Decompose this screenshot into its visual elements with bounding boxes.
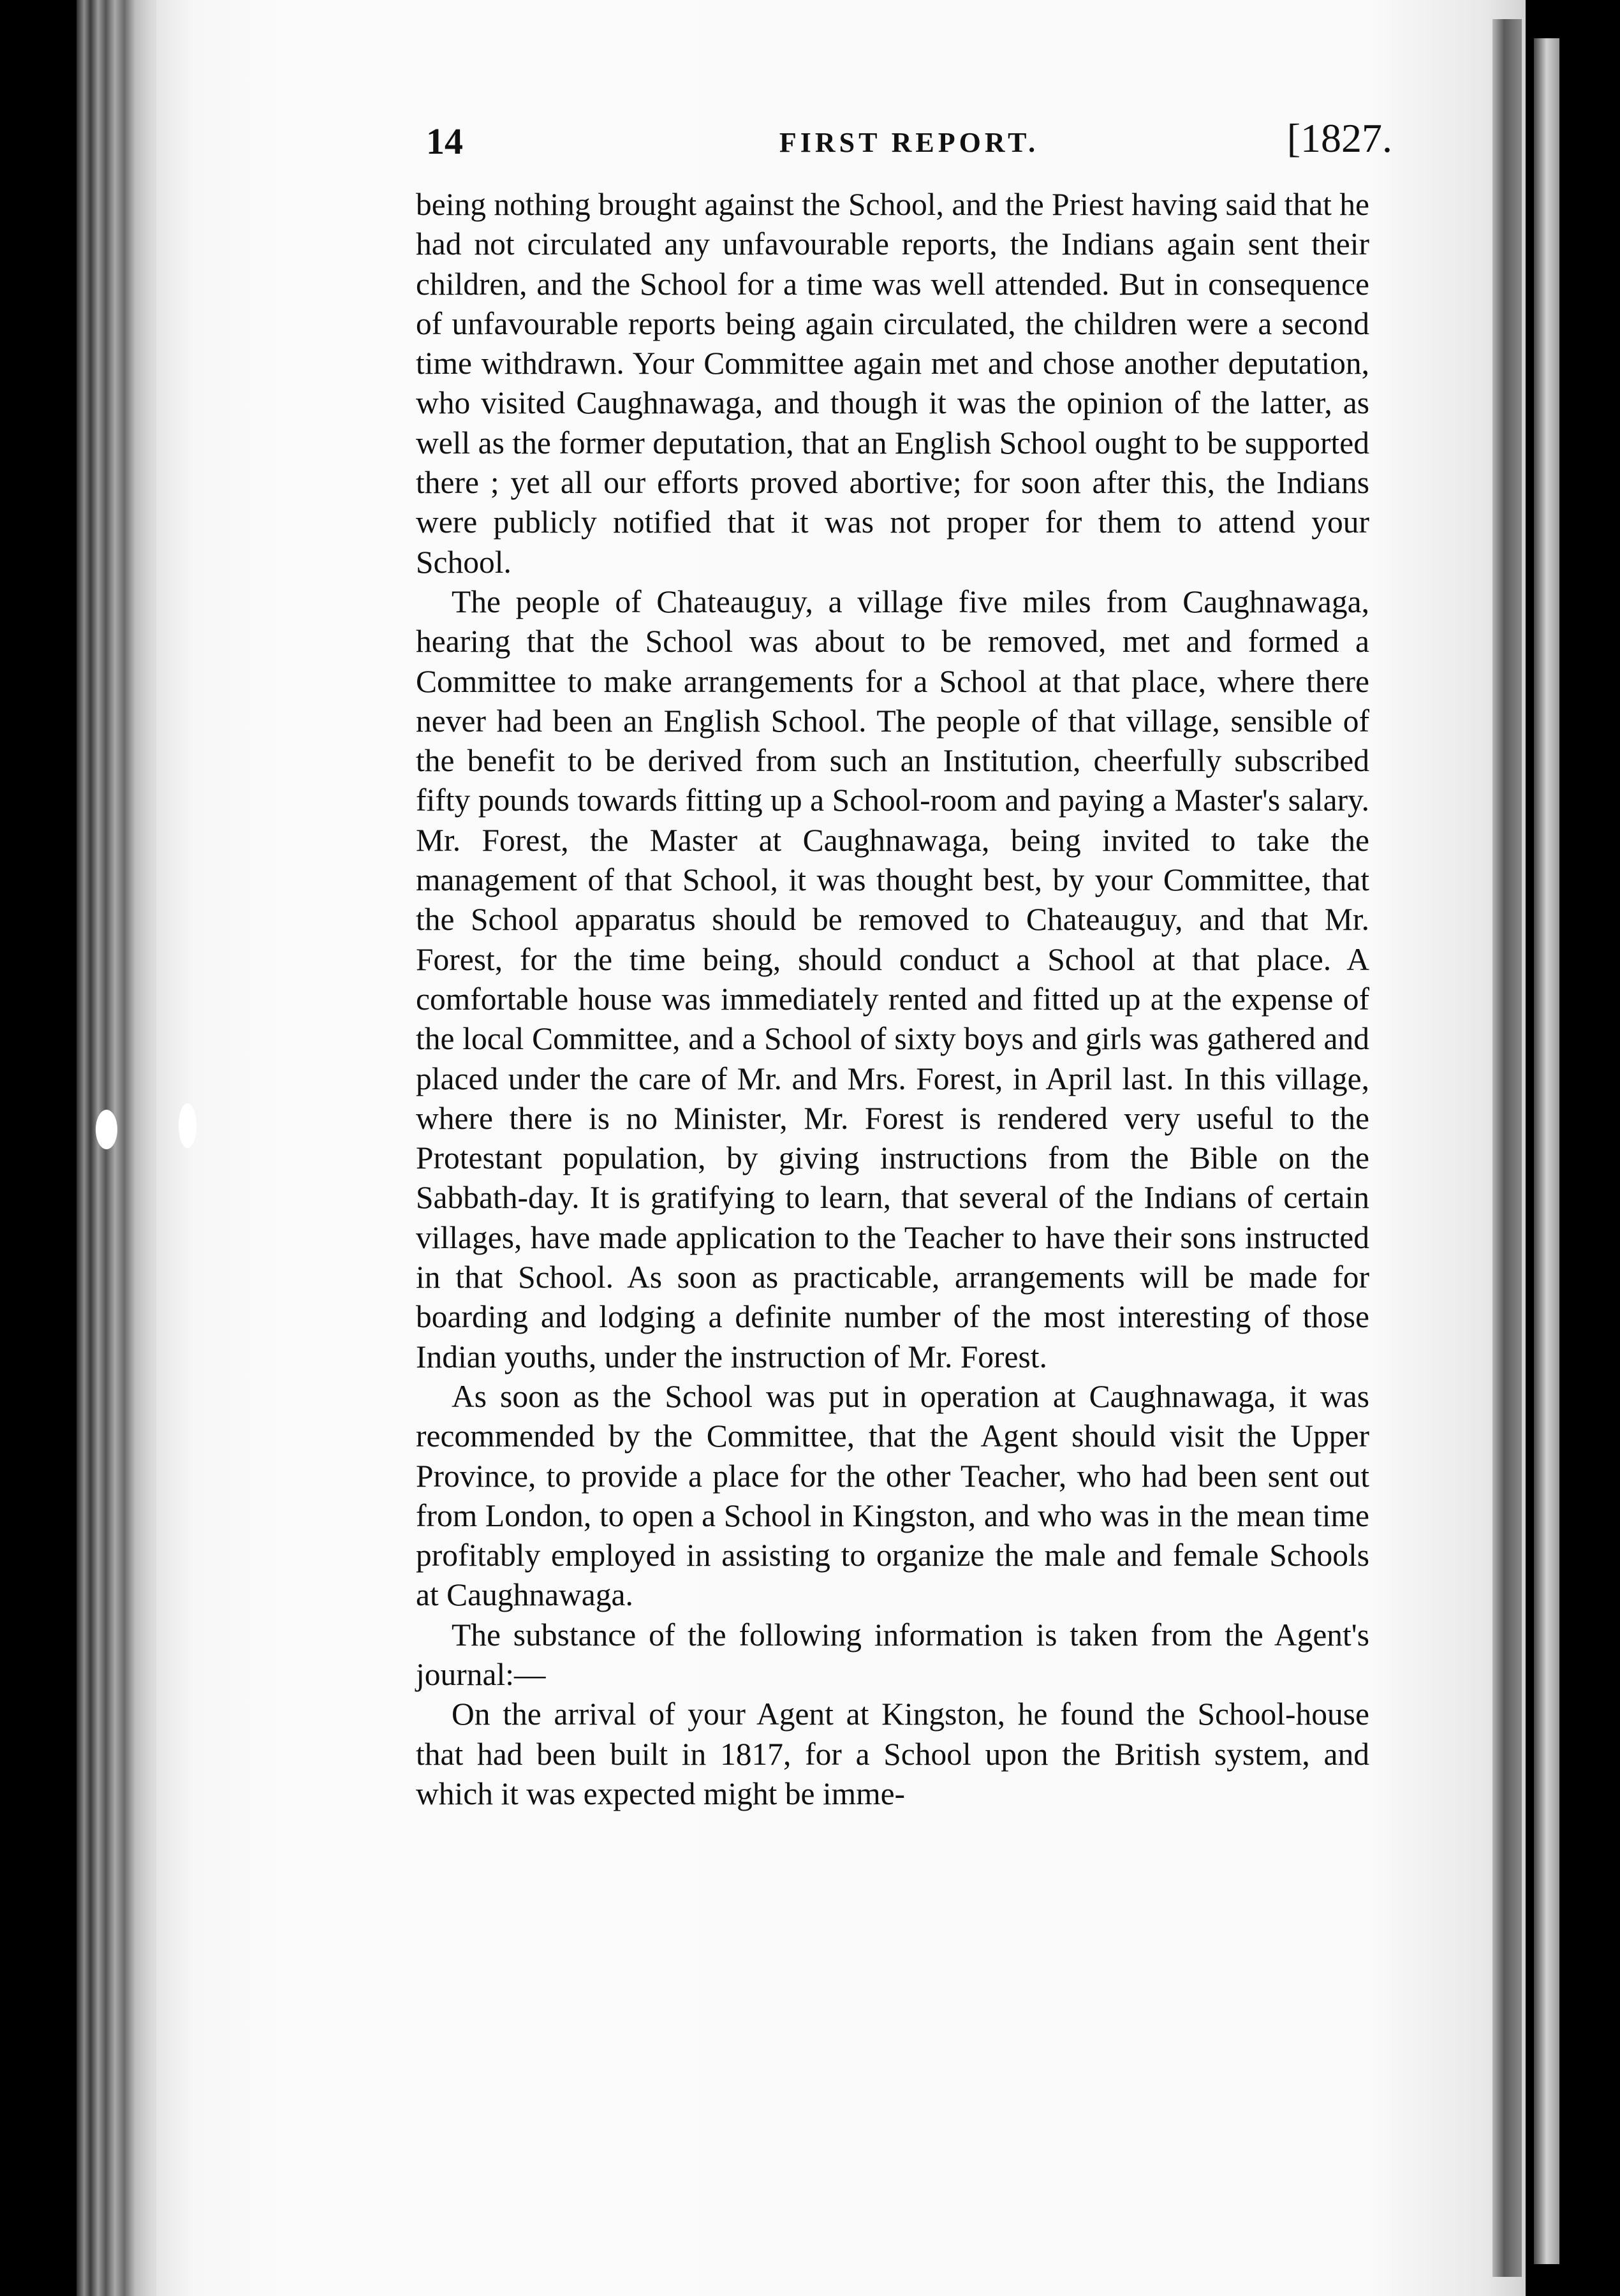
body-text <box>416 185 1369 1814</box>
paper-speck <box>96 1110 117 1149</box>
page-right-shadow <box>1492 19 1522 2277</box>
paragraph: As soon as the School was put in operation at Caughnawaga, it was recommended by the Committee, that the Agent should visit the Upper Province, to provide a place for the other Teacher, who had been sent out from London, to open a School in Kingston, and who was in the mean time profitably employed in assisting to organize the male and female Schools at Caughnawaga. <box>416 1378 1369 1613</box>
paragraph: On the arrival of your Agent at Kingston, he found the School-house that had been built in 1817, for a School upon the British system, and which it was expected might be imme- <box>416 1696 1369 1811</box>
header-year: [1827. <box>1286 115 1392 161</box>
running-title: FIRST REPORT. <box>779 127 1040 158</box>
paragraph: The substance of the following information is taken from the Agent's journal:— <box>416 1617 1369 1692</box>
paragraph: The people of Chateauguy, a village five miles from Caughnawaga, hearing that the School was about to be removed, met and formed a Committee to make arrangements for a School at that place, where there never had been an English School. The people of that village, sensible of the benefit to be derived from such an Institution, cheerfully subscribed fifty pounds towards fitting up a School-room and paying a Master's salary. Mr. Forest, the Master at Caughnawaga, being invited to take the management of that School, it was thought best, by your Committee, that the School apparatus should be removed to Chateauguy, and that Mr. Forest, for the time being, should conduct a School at that place. A comfortable house was immediately rented and fitted up at the expense of the local Committee, and a School of sixty boys and girls was gathered and placed under the care of Mr. and Mrs. Forest, in April last. In this village, where there is no Minister, Mr. Forest is rendered very useful to the Protestant population, by giving instructions from the Bible on the Sabbath-day. It is gratifying to learn, that several of the Indians of certain villages, have made application to the Teacher to have their sons instructed in that School. As soon as practicable, arrangements will be made for boarding and lodging a definite number of the most interesting of those Indian youths, under the instruction of Mr. Forest. <box>416 584 1369 1374</box>
paper-speck <box>179 1103 196 1148</box>
facing-page-edge <box>1534 38 1559 2264</box>
page-number: 14 <box>426 121 463 162</box>
running-header <box>426 115 1392 172</box>
paragraph: being nothing brought against the School, and the Priest having said that he had not circulated any unfavourable reports, the Indians again sent their children, and the School for a time was well attended. But in consequence of unfavourable reports being again circulated, the children were a second time withdrawn. Your Committee again met and chose another deputation, who visited Caughnawaga, and though it was the opinion of the latter, as well as the former deputation, that an English School ought to be supported there ; yet all our efforts proved abortive; for soon after this, the Indians were publicly notified that it was not proper for them to attend your School. <box>416 187 1369 580</box>
